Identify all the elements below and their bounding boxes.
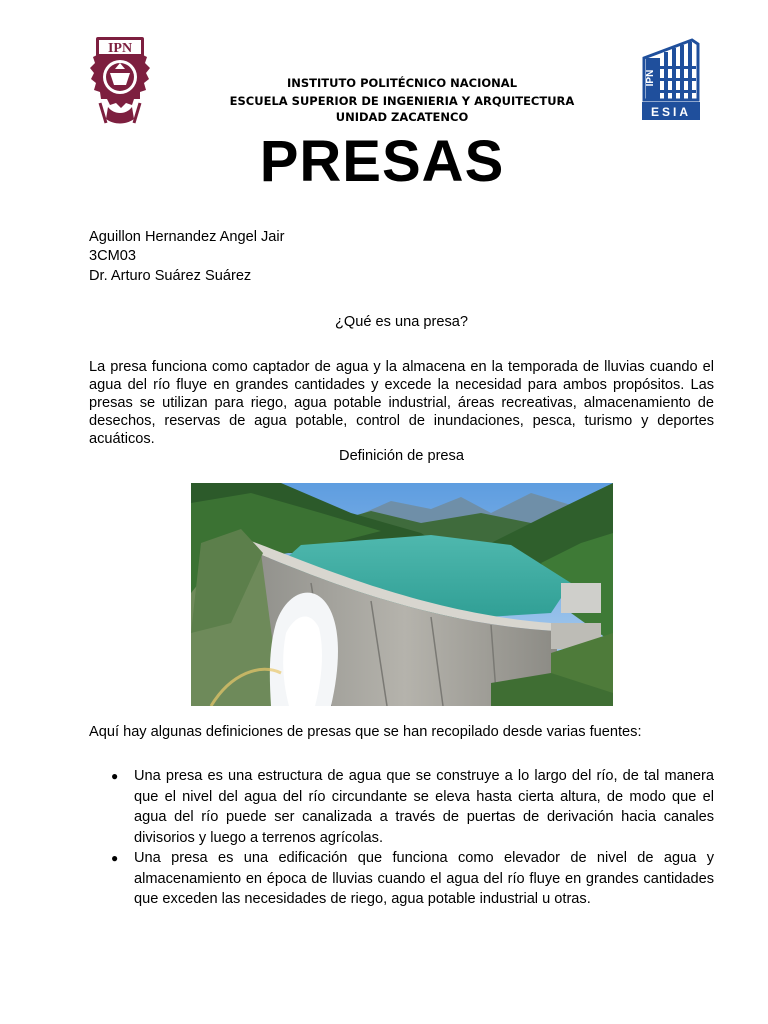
document-title: PRESAS — [259, 129, 505, 194]
bullet-icon: ● — [111, 769, 119, 783]
definition-text: Una presa es una estructura de agua que se construye a lo largo del río, de tal manera que el nivel del agua del río circundante se eleva hasta cierta altura, de modo que el agua del río puede ser canalizada a través de puertas de derivación hacia canales divisorios y luego a terrenos agrícolas. — [134, 768, 714, 846]
svg-text:ESIA: ESIA — [650, 105, 692, 119]
svg-text:IPN: IPN — [645, 69, 656, 87]
definition-text: Una presa es una edificación que funciona como elevador de nivel de agua y almacenamiento en época de lluvias cuando el agua del río fluye en grandes cantidades que exceden las necesidades de riego, agua potable industrial u otras. — [134, 850, 714, 907]
definitions-list — [89, 766, 714, 910]
definition-heading: Definición de presa — [339, 448, 464, 464]
svg-text:IPN: IPN — [107, 41, 133, 56]
intro-paragraph: La presa funciona como captador de agua y la almacena en la temporada de lluvias cuando el agua del río fluye en grandes cantidades y excede la necesidad para ambos propósitos. Las presas se utilizan para riego, agua potable industrial, áreas recreativas, almacenamiento de desechos, reservas de agua potable, control de inundaciones, pesca, turismo y deportes acuáticos. — [89, 359, 714, 447]
school-name: ESCUELA SUPERIOR DE INGENIERIA Y ARQUITECTURA — [229, 94, 575, 108]
unit-name: UNIDAD ZACATENCO — [335, 110, 469, 124]
dam-photo — [191, 483, 613, 706]
list-item — [89, 848, 714, 910]
definitions-intro: Aquí hay algunas definiciones de presas que se han recopilado desde varias fuentes: — [89, 724, 642, 740]
teacher-name: Dr. Arturo Suárez Suárez — [89, 268, 252, 284]
list-item — [89, 766, 714, 848]
author-name: Aguillon Hernandez Angel Jair — [89, 229, 285, 245]
institution-name: INSTITUTO POLITÉCNICO NACIONAL — [286, 76, 518, 90]
bullet-icon: ● — [111, 851, 119, 865]
group-code: 3CM03 — [89, 248, 137, 264]
question-heading: ¿Qué es una presa? — [334, 314, 469, 330]
